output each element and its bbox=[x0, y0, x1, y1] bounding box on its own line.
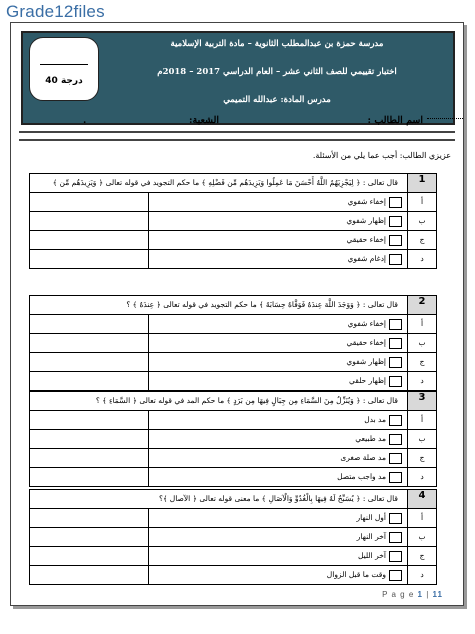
column-divider bbox=[148, 411, 149, 429]
question-header bbox=[30, 490, 436, 509]
question-number: 2 bbox=[407, 296, 436, 314]
option-text: مد طبيعي bbox=[355, 434, 386, 443]
grade-line bbox=[40, 64, 88, 65]
site-brand: Grade12files bbox=[6, 2, 105, 21]
option-text: مد واجب متصل bbox=[337, 472, 386, 481]
option-text: إخفاء حقيقي bbox=[346, 338, 386, 347]
column-divider bbox=[148, 353, 149, 371]
option-row bbox=[30, 411, 436, 430]
option-row bbox=[30, 372, 436, 390]
option-letter: ب bbox=[407, 212, 436, 230]
option-text: إظهار حلقي bbox=[349, 376, 386, 385]
option-row bbox=[30, 334, 436, 353]
option-letter: أ bbox=[407, 411, 436, 429]
column-divider bbox=[148, 547, 149, 565]
page-footer bbox=[382, 590, 443, 599]
grade-label: 40 درجة bbox=[45, 76, 83, 86]
option-text: إخفاء شفوي bbox=[347, 319, 386, 328]
question-text: قال تعالى : ﴿ يُسَبِّحُ لَهُ فِيهَا بِالْغُدُوِّ وَالْآصَالِ ﴾ ما معنى قوله تعالى ﴿ الآصال ﴾؟ bbox=[159, 494, 398, 503]
question-block bbox=[29, 173, 437, 269]
option-checkbox[interactable] bbox=[389, 453, 402, 464]
column-divider bbox=[148, 334, 149, 352]
column-divider bbox=[148, 372, 149, 390]
option-row bbox=[30, 509, 436, 528]
option-text: آخر النهار bbox=[356, 532, 386, 541]
column-divider bbox=[148, 449, 149, 467]
option-letter: ج bbox=[407, 353, 436, 371]
option-text: إظهار شفوي bbox=[346, 357, 386, 366]
option-checkbox[interactable] bbox=[389, 570, 402, 581]
question-block bbox=[29, 489, 437, 585]
option-checkbox[interactable] bbox=[389, 415, 402, 426]
option-row bbox=[30, 468, 436, 486]
student-info-row bbox=[11, 115, 463, 127]
student-name-field[interactable] bbox=[427, 118, 463, 119]
option-row bbox=[30, 430, 436, 449]
option-text: إخفاء حقيقي bbox=[346, 235, 386, 244]
column-divider bbox=[148, 528, 149, 546]
student-name-label: اسم الطالب : bbox=[367, 115, 423, 126]
option-row bbox=[30, 449, 436, 468]
column-divider bbox=[148, 430, 149, 448]
exam-header bbox=[21, 31, 455, 125]
column-divider bbox=[148, 315, 149, 333]
option-letter: ب bbox=[407, 528, 436, 546]
teacher-name: مدرس المادة: عبدالله التميمي bbox=[223, 95, 331, 105]
option-checkbox[interactable] bbox=[389, 434, 402, 445]
column-divider bbox=[148, 468, 149, 486]
option-text: آخر الليل bbox=[357, 551, 386, 560]
option-checkbox[interactable] bbox=[389, 357, 402, 368]
question-header bbox=[30, 392, 436, 411]
option-text: أول النهار bbox=[356, 513, 386, 522]
column-divider bbox=[148, 509, 149, 527]
option-row bbox=[30, 353, 436, 372]
question-number: 3 bbox=[407, 392, 436, 410]
column-divider bbox=[148, 566, 149, 584]
exam-title: اختبار تقييمي للصف الثاني عشر – العام الدراسي 2017 – 2018م bbox=[157, 67, 397, 77]
option-letter: ب bbox=[407, 334, 436, 352]
option-checkbox[interactable] bbox=[389, 513, 402, 524]
option-checkbox[interactable] bbox=[389, 532, 402, 543]
option-row bbox=[30, 193, 436, 212]
school-title: مدرسة حمزة بن عبدالمطلب الثانوية – مادة التربية الإسلامية bbox=[170, 39, 384, 49]
option-row bbox=[30, 212, 436, 231]
option-checkbox[interactable] bbox=[389, 197, 402, 208]
column-divider bbox=[148, 231, 149, 249]
option-checkbox[interactable] bbox=[389, 338, 402, 349]
option-checkbox[interactable] bbox=[389, 551, 402, 562]
instructions: عزيزي الطالب: أجب عما يلي من الأسئلة. bbox=[312, 151, 451, 160]
option-text: إخفاء شفوي bbox=[347, 197, 386, 206]
section-label: الشعبة: bbox=[189, 115, 220, 126]
question-block bbox=[29, 295, 437, 391]
option-letter: د bbox=[407, 468, 436, 486]
option-text: إدغام شفوي bbox=[347, 254, 386, 263]
question-number: 1 bbox=[407, 174, 436, 192]
option-text: إظهار شفوي bbox=[346, 216, 386, 225]
option-letter: ب bbox=[407, 430, 436, 448]
option-row bbox=[30, 315, 436, 334]
question-header bbox=[30, 174, 436, 193]
page-number: 1 bbox=[417, 590, 423, 599]
option-row bbox=[30, 566, 436, 584]
page-word: P a g e bbox=[382, 590, 415, 599]
question-text: قال تعالى : ﴿ لِيَجْزِيَهُمُ اللَّهُ أَحْسَنَ مَا عَمِلُوا وَيَزِيدَهُم مِّن فَضْلِهِ ﴾ ما حكم التجويد في قوله تعالى ﴿ وَيَزِيدَهُم مِّن ﴾ bbox=[52, 178, 398, 187]
option-letter: ج bbox=[407, 547, 436, 565]
exam-page bbox=[10, 22, 464, 606]
column-divider bbox=[148, 193, 149, 211]
question-block bbox=[29, 391, 437, 487]
option-letter: أ bbox=[407, 193, 436, 211]
column-divider bbox=[148, 212, 149, 230]
page-separator: | bbox=[426, 590, 430, 599]
grade-box bbox=[29, 37, 99, 101]
option-checkbox[interactable] bbox=[389, 254, 402, 265]
option-text: مد صلة صغرى bbox=[340, 453, 386, 462]
option-letter: أ bbox=[407, 315, 436, 333]
option-letter: ج bbox=[407, 231, 436, 249]
option-letter: أ bbox=[407, 509, 436, 527]
question-number: 4 bbox=[407, 490, 436, 508]
option-letter: ج bbox=[407, 449, 436, 467]
page-total: 11 bbox=[432, 590, 443, 599]
option-row bbox=[30, 547, 436, 566]
separator bbox=[19, 131, 455, 141]
option-letter: د bbox=[407, 566, 436, 584]
option-row bbox=[30, 231, 436, 250]
question-text: قال تعالى : ﴿ وَيُنَزِّلُ مِنَ السَّمَاءِ مِن جِبَالٍ فِيهَا مِن بَرَدٍ ﴾ ما حكم المد في قوله تعالى ﴿ السَّمَاءِ ﴾ ؟ bbox=[95, 396, 398, 405]
option-letter: د bbox=[407, 250, 436, 268]
option-checkbox[interactable] bbox=[389, 376, 402, 387]
option-checkbox[interactable] bbox=[389, 216, 402, 227]
option-checkbox[interactable] bbox=[389, 472, 402, 483]
question-text: قال تعالى : ﴿ وَوَجَدَ اللَّهَ عِندَهُ فَوَفَّاهُ حِسَابَهُ ﴾ ما حكم التجويد في قوله تعالى ﴿ عِندَهُ ﴾ ؟ bbox=[126, 300, 398, 309]
option-checkbox[interactable] bbox=[389, 235, 402, 246]
section-value: . bbox=[83, 115, 87, 126]
option-text: وقت ما قبل الزوال bbox=[326, 570, 386, 579]
option-checkbox[interactable] bbox=[389, 319, 402, 330]
column-divider bbox=[148, 250, 149, 268]
question-header bbox=[30, 296, 436, 315]
option-letter: د bbox=[407, 372, 436, 390]
option-row bbox=[30, 528, 436, 547]
option-row bbox=[30, 250, 436, 268]
option-text: مد بدل bbox=[364, 415, 386, 424]
